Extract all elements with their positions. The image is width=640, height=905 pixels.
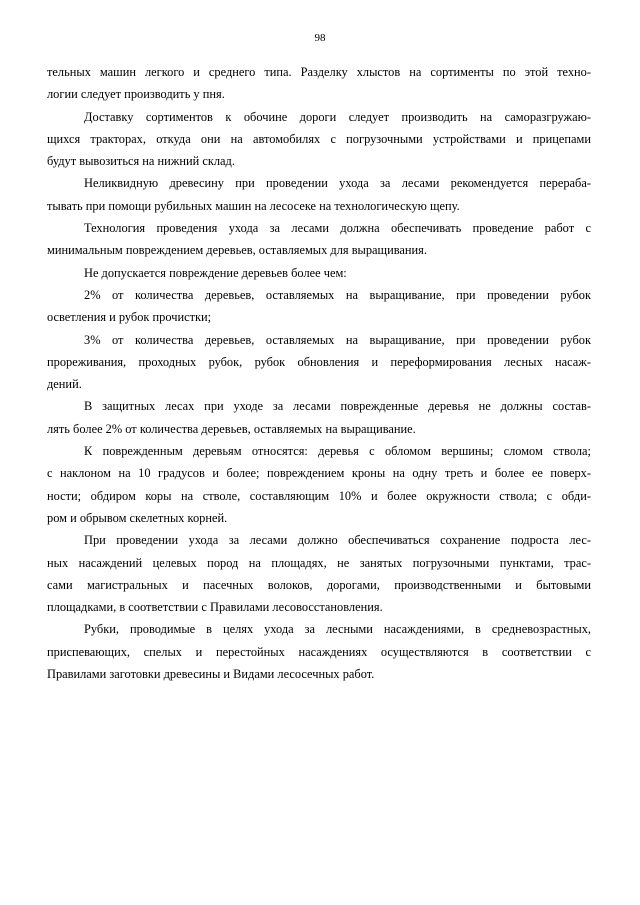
text-line: дений. <box>47 377 82 392</box>
text-line: Неликвидную древесину при проведении ухода за лесами рекомендуется перераба- <box>84 176 591 191</box>
text-line: будут вывозиться на нижний склад. <box>47 154 235 169</box>
paragraph <box>47 106 591 173</box>
paragraph <box>47 618 591 685</box>
text-line: ности; обдиром коры на стволе, составляющим 10% и более окружности ствола; с обди- <box>47 488 591 503</box>
text-line: При проведении ухода за лесами должно обеспечиваться сохранение подроста лес- <box>84 533 591 548</box>
text-line: осветления и рубок прочистки; <box>47 310 212 325</box>
paragraph <box>47 440 591 529</box>
text-line: сами магистральных и пасечных волоков, дорогами, производственными и бытовыми <box>47 577 591 592</box>
paragraph <box>47 284 591 329</box>
text-line: К поврежденным деревьям относятся: деревья с обломом вершины; сломом ствола; <box>84 444 591 459</box>
text-line: лять более 2% от количества деревьев, оставляемых на выращивание. <box>47 421 416 436</box>
text-line: тывать при помощи рубильных машин на лесосеке на технологическую щепу. <box>47 198 460 213</box>
text-line: 2% от количества деревьев, оставляемых на выращивание, при проведении рубок <box>84 287 591 302</box>
paragraph <box>47 217 591 262</box>
text-line: Правилами заготовки древесины и Видами лесосечных работ. <box>47 667 375 682</box>
text-line: с наклоном на 10 градусов и более; повреждением кроны на одну треть и более ее поверх- <box>47 466 591 481</box>
paragraph <box>47 395 591 440</box>
page-number: 98 <box>314 32 326 44</box>
text-line: прореживания, проходных рубок, рубок обновления и переформирования лесных насаж- <box>47 354 591 369</box>
text-line: ных насаждений целевых пород на площадях, не занятых погрузочными пунктами, трас- <box>47 555 591 570</box>
text-line: площадками, в соответствии с Правилами лесовосстановления. <box>47 600 383 615</box>
text-line: Доставку сортиментов к обочине дороги следует производить на саморазгружаю- <box>84 109 591 124</box>
paragraph <box>47 529 591 618</box>
paragraph <box>47 329 591 396</box>
paragraph <box>47 61 591 106</box>
text-line: минимальным повреждением деревьев, оставляемых для выращивания. <box>47 243 427 258</box>
text-line: Рубки, проводимые в целях ухода за лесными насаждениями, в средневозрастных, <box>84 622 591 637</box>
text-line: щихся тракторах, откуда они на автомобилях с погрузочными устройствами и прицепами <box>47 131 591 146</box>
text-line: Технология проведения ухода за лесами должна обеспечивать проведение работ с <box>84 221 591 236</box>
paragraph <box>47 262 591 284</box>
document-body <box>47 61 591 685</box>
paragraph <box>47 172 591 217</box>
text-line: логии следует производить у пня. <box>47 87 225 102</box>
text-line: Не допускается повреждение деревьев более чем: <box>84 265 347 280</box>
text-line: приспевающих, спелых и перестойных насаждениях осуществляются в соответствии с <box>47 644 591 659</box>
text-line: тельных машин легкого и среднего типа. Разделку хлыстов на сортименты по этой техно- <box>47 65 591 79</box>
text-line: ром и обрывом скелетных корней. <box>47 510 228 525</box>
text-line: В защитных лесах при уходе за лесами поврежденные деревья не должны состав- <box>84 399 591 414</box>
text-line: 3% от количества деревьев, оставляемых на выращивание, при проведении рубок <box>84 332 591 347</box>
